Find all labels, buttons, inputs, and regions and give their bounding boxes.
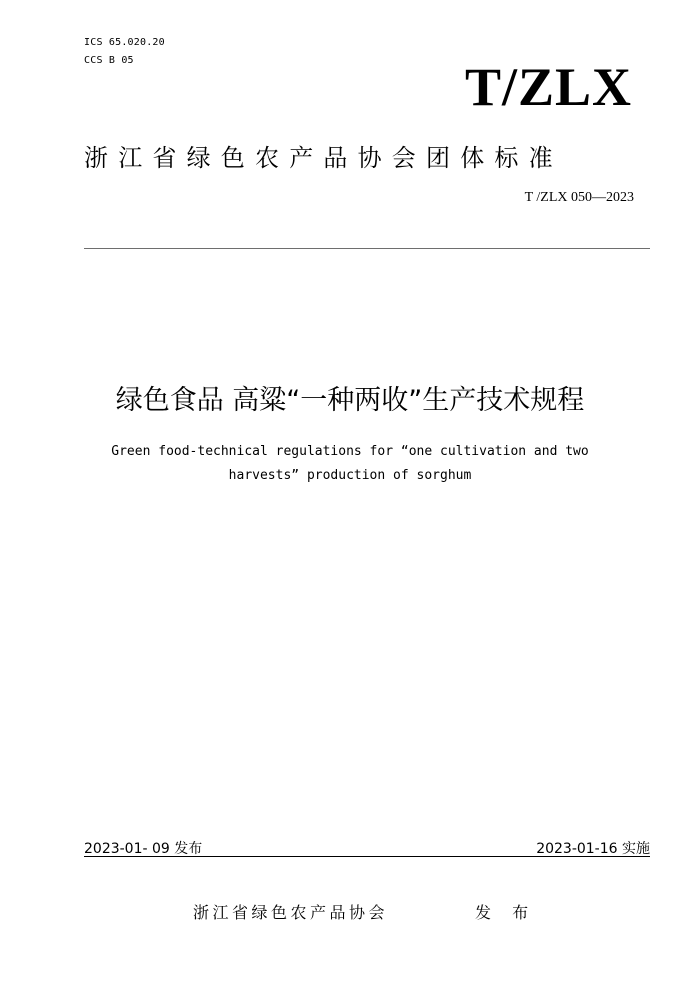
- publish-label: 发 布: [475, 903, 537, 922]
- english-title: [70, 440, 630, 488]
- ccs-code: CCS B 05: [84, 55, 134, 66]
- english-title-line-1: Green food-technical regulations for “one cultivation and two: [111, 444, 589, 459]
- english-title-line-2: harvests” production of sorghum: [228, 468, 472, 483]
- implementation-date: 2023-01-16 实施: [536, 841, 650, 857]
- publisher-name: 浙江省绿色农产品协会: [193, 903, 389, 922]
- header-divider: [84, 248, 650, 249]
- footer-divider: [84, 856, 650, 857]
- organization-standard-title: 浙江省绿色农产品协会团体标准: [84, 144, 563, 172]
- standard-number: T /ZLX 050—2023: [524, 190, 634, 205]
- chinese-title: 绿色食品 高粱“一种两收”生产技术规程: [115, 385, 585, 416]
- release-date: 2023-01- 09 发布: [84, 841, 203, 857]
- standard-logo: T/ZLX: [464, 57, 632, 117]
- ics-code: ICS 65.020.20: [84, 37, 165, 48]
